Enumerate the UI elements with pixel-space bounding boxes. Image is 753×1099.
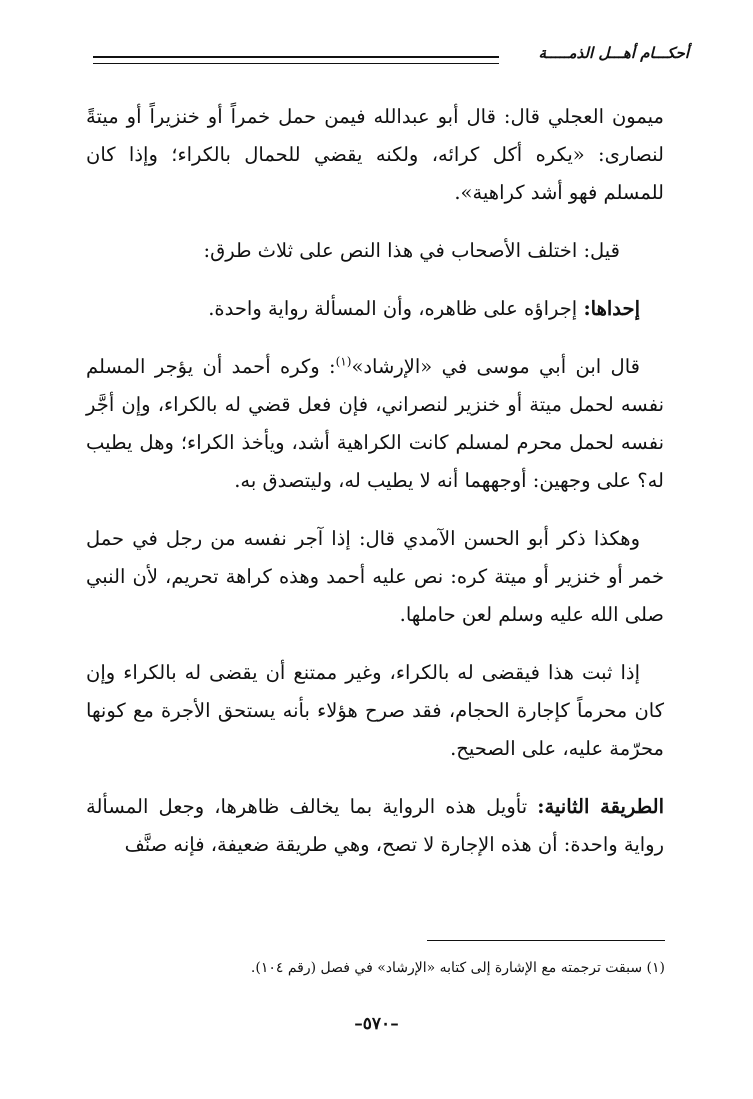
paragraph	[86, 348, 664, 500]
paragraph-text: قيل: اختلف الأصحاب في هذا النص على ثلاث طرق:	[203, 239, 620, 262]
paragraph	[86, 654, 664, 768]
footnote-reference[interactable]: (١)	[335, 354, 352, 369]
main-text	[86, 98, 664, 884]
paragraph	[86, 788, 664, 864]
running-header-title: أحكـــام أهـــل الذمـــــة	[538, 44, 689, 62]
paragraph	[86, 232, 664, 270]
paragraph-lead: إحداها:	[583, 297, 640, 320]
paragraph	[86, 290, 664, 328]
paragraph-text: وهكذا ذكر أبو الحسن الآمدي قال: إذا آجر نفسه من رجل في حمل خمر أو خنزير أو ميتة كره: نص عليه أحمد وهذه كراهة تحريم، لأن النبي صلى الله عليه وسلم لعن حاملها.	[86, 527, 664, 626]
footnote: (١) سبقت ترجمته مع الإشارة إلى كتابه «الإرشاد» في فصل (رقم ١٠٤).	[250, 960, 665, 976]
paragraph	[86, 98, 664, 212]
header-double-rule	[93, 56, 499, 64]
paragraph-text: تأويل هذه الرواية بما يخالف ظاهرها، وجعل المسألة رواية واحدة: أن هذه الإجارة لا تصح، وهي طريقة ضعيفة، فإنه صنَّف	[86, 795, 664, 856]
paragraph-text: قال ابن أبي موسى في «الإرشاد»	[351, 355, 640, 378]
paragraph-text: ميمون العجلي قال: قال أبو عبدالله فيمن حمل خمراً أو خنزيراً أو ميتةً لنصارى: «يكره أكل كرائه، ولكنه يقضي للحمال بالكراء؛ وإذا كان للمسلم فهو أشد كراهية».	[86, 105, 664, 204]
paragraph	[86, 520, 664, 634]
page-number: –٥٧٠–	[354, 1014, 399, 1034]
paragraph-text: : وكره أحمد أن يؤجر المسلم نفسه لحمل ميتة أو خنزير لنصراني، فإن فعل قضي له بالكراء، وإن أجَّر نفسه لحمل محرم لمسلم كانت الكراهية أشد، ويأخذ الكراء؛ وهل يطيب له؟ على وجهين: أوجههما أنه لا يطيب له، وليتصدق به.	[86, 355, 664, 492]
paragraph-lead: الطريقة الثانية:	[537, 795, 664, 818]
paragraph-text: إجراؤه على ظاهره، وأن المسألة رواية واحدة.	[208, 297, 584, 320]
paragraph-text: إذا ثبت هذا فيقضى له بالكراء، وغير ممتنع أن يقضى له بالكراء وإن كان محرماً كإجارة الحجام، فقد صرح هؤلاء بأنه يستحق الأجرة مع كونها محرّمة عليه، على الصحيح.	[86, 661, 664, 760]
footnote-separator	[427, 940, 665, 941]
running-header	[69, 44, 689, 74]
